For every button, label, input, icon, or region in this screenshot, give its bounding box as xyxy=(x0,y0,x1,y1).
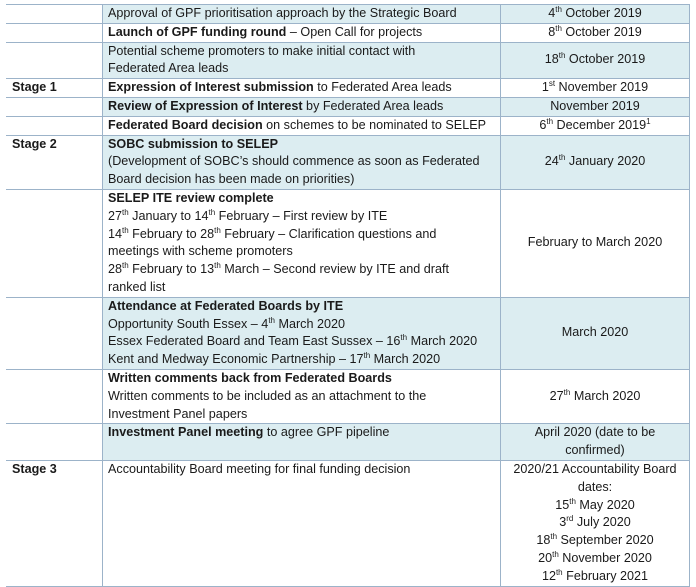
text: March – Second review by ITE and draft xyxy=(220,262,449,277)
stage-label xyxy=(6,369,103,423)
text: September 2020 xyxy=(557,533,654,548)
superscript: th xyxy=(555,567,563,577)
activity-description xyxy=(103,23,501,42)
text: to Federated Area leads xyxy=(313,80,452,95)
text: Accountability Board meeting for final funding decision xyxy=(108,461,411,476)
text-line xyxy=(108,461,496,479)
timeline-body xyxy=(6,5,690,587)
text-line xyxy=(505,442,685,460)
text-line xyxy=(108,333,496,351)
text: 12 xyxy=(541,568,556,583)
table-row xyxy=(6,23,690,42)
text: 18 xyxy=(536,533,551,548)
activity-description xyxy=(103,135,501,189)
stage-label xyxy=(6,5,103,24)
text-line xyxy=(505,424,685,442)
table-row xyxy=(6,42,690,79)
activity-description xyxy=(103,116,501,135)
stage-label xyxy=(6,297,103,369)
superscript: th xyxy=(546,116,554,126)
superscript: th xyxy=(363,351,371,361)
superscript: th xyxy=(555,23,562,33)
text-line xyxy=(108,351,496,369)
table-row xyxy=(6,297,690,369)
stage-label xyxy=(6,116,103,135)
text-line xyxy=(108,208,496,226)
text: ranked list xyxy=(108,279,166,294)
superscript: th xyxy=(558,153,566,163)
text: Kent and Medway Economic Partnership – 17 xyxy=(108,352,364,367)
superscript: th xyxy=(552,549,559,559)
superscript: th xyxy=(122,207,129,217)
superscript: th xyxy=(214,261,221,271)
activity-description xyxy=(103,42,501,79)
stage-label xyxy=(6,23,103,42)
text-line xyxy=(108,79,496,97)
text: Potential scheme promoters to make initial contact with xyxy=(108,43,416,58)
text: April 2020 (date to be xyxy=(534,425,656,440)
text-line xyxy=(505,5,685,23)
text: May 2020 xyxy=(575,497,635,512)
text-line xyxy=(505,550,685,568)
text: 28 xyxy=(108,262,123,277)
stage-label: Stage 2 xyxy=(6,135,103,189)
text-line xyxy=(505,234,685,252)
text: February – Clarification questions and xyxy=(220,226,437,241)
text: Board decision has been made on priorities) xyxy=(108,172,355,187)
text: 20 xyxy=(538,550,553,565)
text-line xyxy=(108,43,496,61)
text: 3 xyxy=(559,515,567,530)
activity-date xyxy=(501,5,690,24)
text-line xyxy=(108,316,496,334)
text-line xyxy=(505,51,685,69)
text-line xyxy=(108,298,496,316)
text-line xyxy=(505,79,685,97)
text-line xyxy=(108,117,496,135)
text-line xyxy=(108,5,496,23)
activity-date xyxy=(501,189,690,297)
text: March 2020 xyxy=(407,334,478,349)
bold-text: SOBC submission to SELEP xyxy=(108,136,279,151)
activity-description xyxy=(103,297,501,369)
stage-label xyxy=(6,424,103,461)
text: February to 13 xyxy=(128,262,215,277)
table-row xyxy=(6,135,690,189)
text: Approval of GPF prioritisation approach by the Strategic Board xyxy=(108,6,457,20)
stage-label xyxy=(6,189,103,297)
text: – Open Call for projects xyxy=(286,24,423,39)
text: November 2019 xyxy=(550,98,640,113)
text: 2020/21 Accountability Board xyxy=(513,461,677,476)
text: 4 xyxy=(548,6,556,20)
text: 8 xyxy=(548,24,556,39)
text-line xyxy=(505,461,685,479)
text: 27 xyxy=(549,388,564,403)
activity-date xyxy=(501,297,690,369)
activity-date xyxy=(501,42,690,79)
text-line xyxy=(108,153,496,171)
text-line xyxy=(505,98,685,116)
table-row xyxy=(6,189,690,297)
text-line xyxy=(505,24,685,42)
text-line xyxy=(108,243,496,261)
activity-date xyxy=(501,23,690,42)
bold-text: Federated Board decision xyxy=(108,117,263,132)
bold-text: Investment Panel meeting xyxy=(108,425,264,440)
text: February to 28 xyxy=(128,226,215,241)
activity-description xyxy=(103,424,501,461)
text-line xyxy=(108,388,496,406)
superscript: th xyxy=(122,225,129,235)
stage-label: Stage 3 xyxy=(6,460,103,586)
text: dates: xyxy=(577,479,613,494)
bold-text: Expression of Interest submission xyxy=(108,80,314,95)
superscript: th xyxy=(555,5,562,14)
text: November 2019 xyxy=(555,80,649,95)
bold-text: SELEP ITE review complete xyxy=(108,190,274,205)
table-row xyxy=(6,424,690,461)
text: January to 14 xyxy=(128,208,209,223)
text-line xyxy=(108,24,496,42)
text: January 2020 xyxy=(565,154,646,169)
superscript: 1 xyxy=(646,116,651,126)
text: February to March 2020 xyxy=(527,235,663,250)
bold-text: Review of Expression of Interest xyxy=(108,98,303,113)
superscript: th xyxy=(569,496,576,506)
stage-label: Stage 1 xyxy=(6,79,103,98)
table-row xyxy=(6,460,690,586)
text: 27 xyxy=(108,208,123,223)
text: 6 xyxy=(539,117,547,132)
activity-date xyxy=(501,460,690,586)
superscript: rd xyxy=(566,514,574,524)
text: February – First review by ITE xyxy=(215,208,388,223)
superscript: th xyxy=(563,387,571,397)
activity-date xyxy=(501,116,690,135)
text-line xyxy=(505,153,685,171)
text: 15 xyxy=(555,497,570,512)
activity-description xyxy=(103,97,501,116)
text: November 2020 xyxy=(558,550,652,565)
stage-label xyxy=(6,42,103,79)
text-line xyxy=(108,406,496,424)
text: March 2020 xyxy=(370,352,441,367)
text: October 2019 xyxy=(561,24,642,39)
activity-date xyxy=(501,135,690,189)
text: October 2019 xyxy=(565,52,646,67)
text: Investment Panel papers xyxy=(108,406,248,421)
activity-description xyxy=(103,79,501,98)
text: Opportunity South Essex – 4 xyxy=(108,316,269,331)
activity-date xyxy=(501,97,690,116)
bold-text: Written comments back from Federated Boards xyxy=(108,370,392,385)
text-line xyxy=(505,479,685,497)
text: March 2020 xyxy=(570,388,641,403)
text: February 2021 xyxy=(562,568,649,583)
text-line xyxy=(108,190,496,208)
text: Federated Area leads xyxy=(108,61,229,76)
text-line xyxy=(505,388,685,406)
superscript: th xyxy=(208,207,216,217)
superscript: th xyxy=(558,51,566,61)
text-line xyxy=(505,497,685,515)
text-line xyxy=(108,424,496,442)
text: by Federated Area leads xyxy=(302,98,444,113)
text-line xyxy=(108,98,496,116)
table-row xyxy=(6,79,690,98)
text-line xyxy=(108,171,496,189)
table-row xyxy=(6,369,690,423)
text: (Development of SOBC’s should commence as soon as Federated xyxy=(108,154,480,169)
text: December 2019 xyxy=(553,117,647,132)
table-row xyxy=(6,116,690,135)
superscript: th xyxy=(122,261,129,271)
bold-text: Attendance at Federated Boards by ITE xyxy=(108,298,344,313)
activity-description xyxy=(103,369,501,423)
text-line xyxy=(505,532,685,550)
superscript: st xyxy=(548,79,556,89)
activity-date xyxy=(501,424,690,461)
stage-label xyxy=(6,97,103,116)
table-row xyxy=(6,5,690,24)
gpf-timeline-table xyxy=(6,4,690,587)
text-line xyxy=(108,261,496,279)
superscript: th xyxy=(400,333,408,343)
text: to agree GPF pipeline xyxy=(263,425,390,440)
text-line xyxy=(505,324,685,342)
text: March 2020 xyxy=(274,316,345,331)
text-line xyxy=(108,370,496,388)
activity-description xyxy=(103,5,501,24)
text-line xyxy=(108,136,496,154)
bold-text: Launch of GPF funding round xyxy=(108,24,287,39)
activity-description xyxy=(103,460,501,586)
text-line xyxy=(108,279,496,297)
superscript: th xyxy=(214,225,221,235)
text: October 2019 xyxy=(561,6,642,20)
text-line xyxy=(505,117,685,135)
text-line xyxy=(108,60,496,78)
text: 18 xyxy=(544,52,559,67)
activity-date xyxy=(501,79,690,98)
text: meetings with scheme promoters xyxy=(108,244,293,259)
superscript: th xyxy=(268,315,275,325)
activity-description xyxy=(103,189,501,297)
text: on schemes to be nominated to SELEP xyxy=(262,117,486,132)
text: 14 xyxy=(108,226,123,241)
text: Written comments to be included as an attachment to the xyxy=(108,388,427,403)
text: March 2020 xyxy=(561,325,629,340)
text: 1 xyxy=(541,80,549,95)
text: Essex Federated Board and Team East Sussex – 16 xyxy=(108,334,401,349)
text: confirmed) xyxy=(565,443,625,458)
text-line xyxy=(108,226,496,244)
superscript: th xyxy=(550,532,558,542)
text: July 2020 xyxy=(573,515,631,530)
text-line xyxy=(505,514,685,532)
text-line xyxy=(505,568,685,586)
table-row xyxy=(6,97,690,116)
activity-date xyxy=(501,369,690,423)
text: 24 xyxy=(544,154,559,169)
